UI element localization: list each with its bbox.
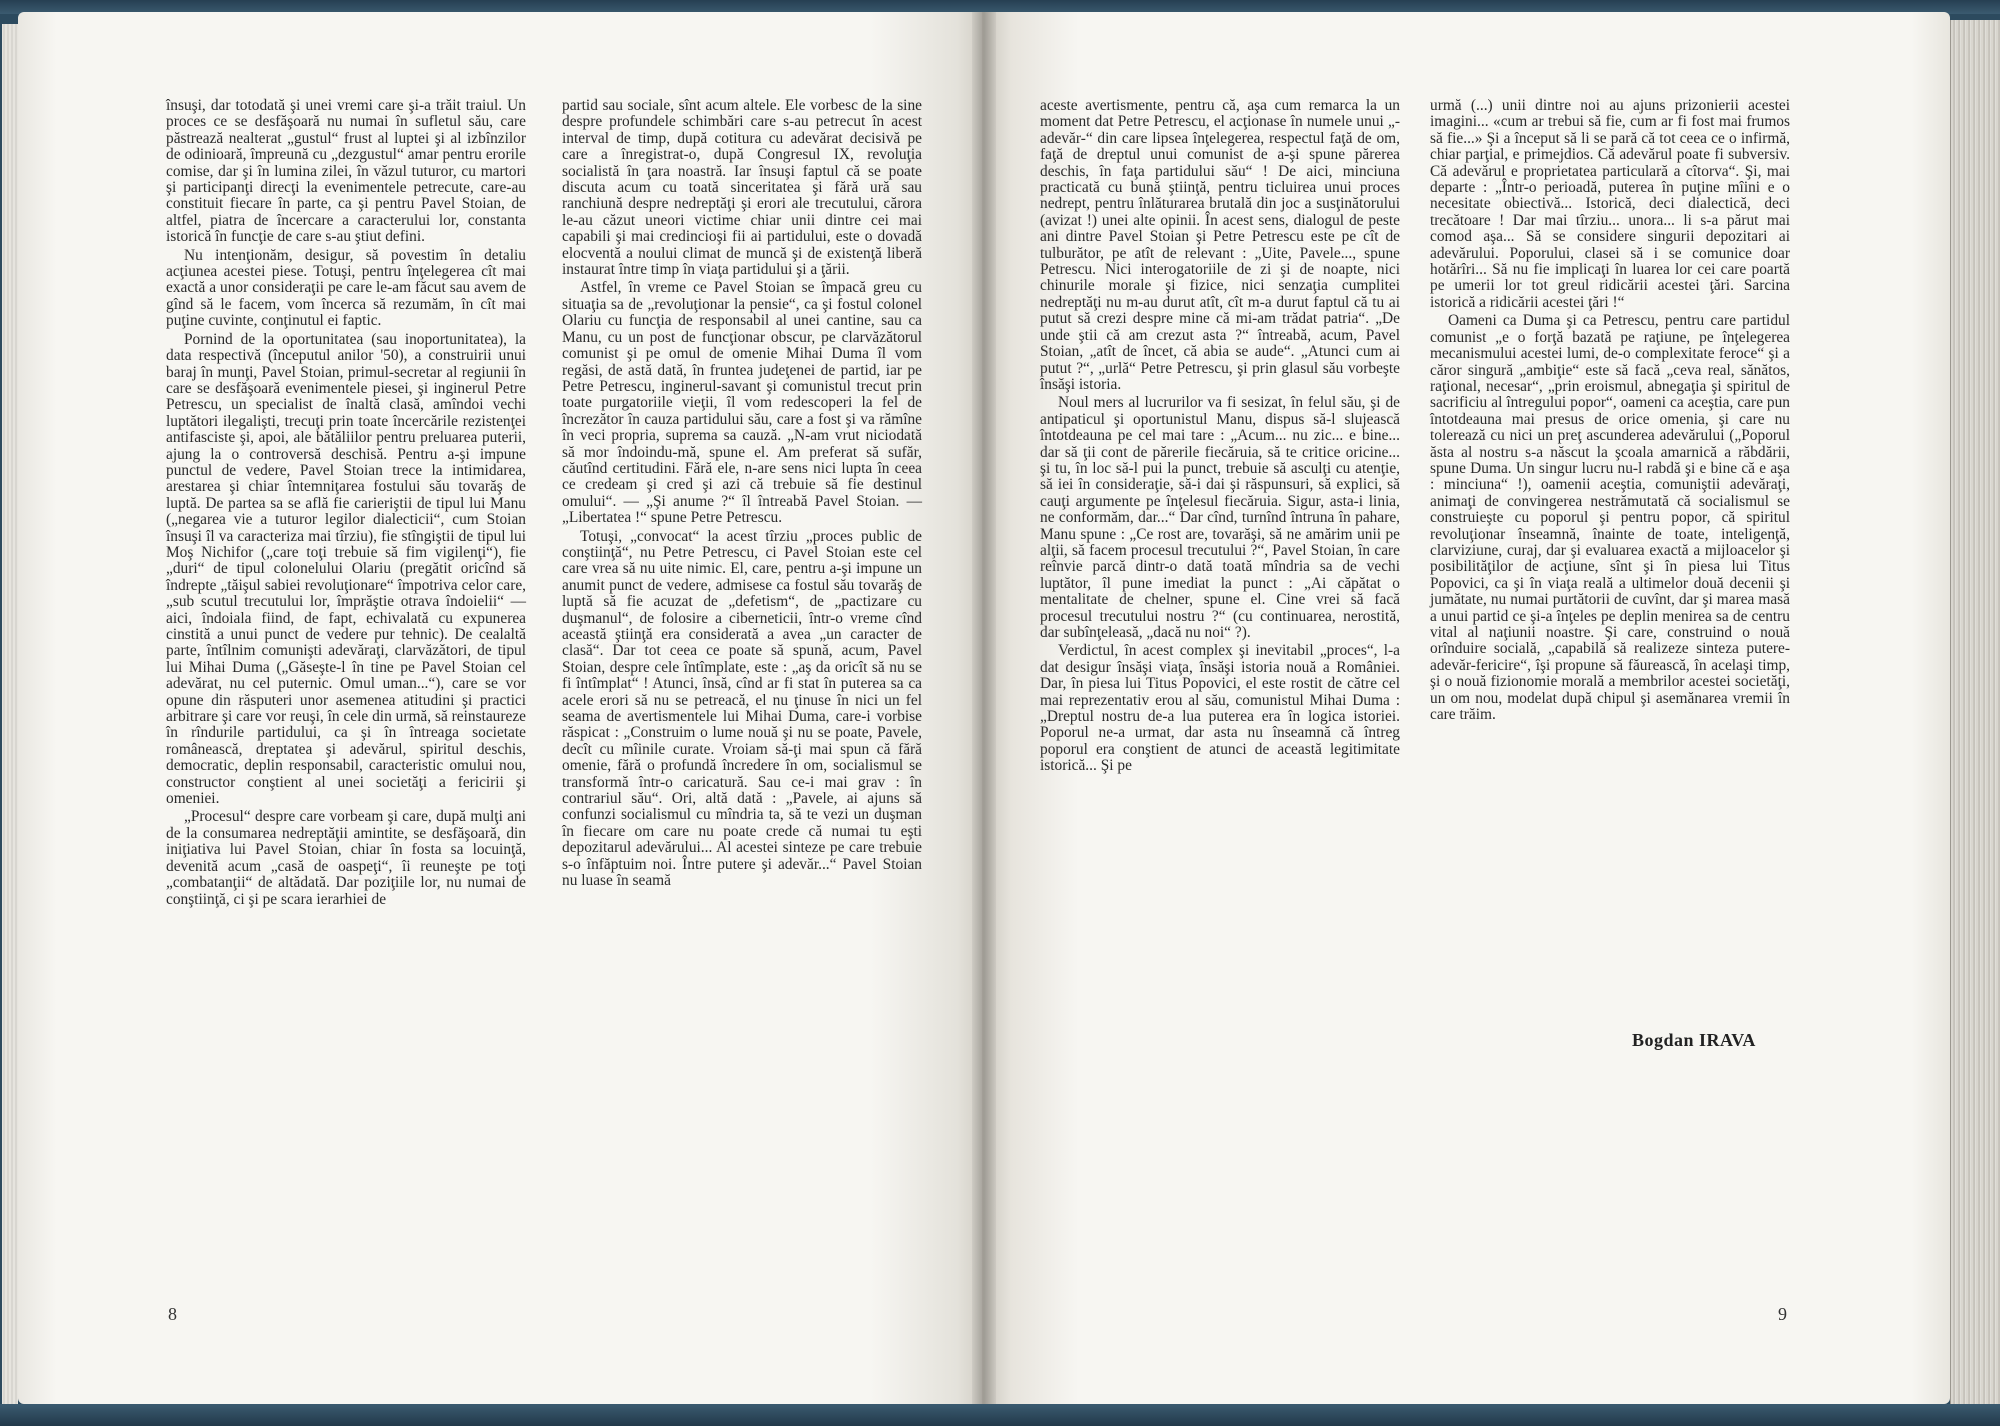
paragraph: Verdictul, în acest complex şi inevitabil „proces“, l-a dat desigur însăşi viaţa, însăşi istoria nouă a României. Dar, în piesa lui Titus Popovici, el este rostit de către cel mai reprezentativ erou al său, comunistul Mihai Duma : „Dreptul nostru de-a lua puterea era în logica istoriei. Poporul ne-a urmat, dar asta nu înseamnă că întreg poporul era conştient de atunci de această legitimitate istorică... Şi pe <box>1040 642 1400 775</box>
paragraph: partid sau sociale, sînt acum altele. Ele vorbesc de la sine despre profundele schimbări care s-au petrecut în acest interval de timp, după cotitura cu adevărat decisivă pe care a înregistrat-o, după Congresul IX, revoluţia socialistă în ţara noastră. Iar însuşi faptul că se poate discuta acum cu toată sinceritatea şi fără ură sau ranchiună despre nedreptăţi şi erori ale trecutului, cărora le-au căzut uneori victime chiar unii dintre cei mai capabili şi mai credincioşi fii ai partidului, este o dovadă elocventă a noului climat de muncă şi de existenţă liberă instaurat între timp în viaţa partidului şi a ţării. <box>562 97 922 279</box>
page-edges-left <box>2 24 18 1404</box>
book-gutter <box>972 12 996 1404</box>
page-edges-right <box>1950 20 2000 1404</box>
page-number-left: 8 <box>168 1304 177 1324</box>
paragraph: Totuşi, „convocat“ la acest tîrziu „proces public de conştiinţă“, nu Petre Petrescu, ci Pavel Stoian este cel care vrea să nu uite nimic. El, care, pentru a-şi impune un anumit punct de vedere, admisese ca fostul său tovarăş de luptă să fie acuzat de „defetism“, de „pactizare cu duşmanul“, de folosire a ciberneticii, într-o vreme cînd această ştiinţă era considerată a avea „un caracter de clasă“. Dar tot ceea ce poate să spună, acum, Pavel Stoian, despre cele întîmplate, este : „aş da oricît să nu se fi întîmplat“ ! Atunci, însă, cînd ar fi stat în puterea sa ca acele erori să nu se petreacă, el nu ţinuse în nici un fel seama de avertismentele lui Mihai Duma, care-i vorbise răspicat : „Construim o lume nouă şi nu se poate, Pavele, decît cu mîinile curate. Vroiam să-ţi mai spun că fără omenie, fără o profundă încredere în om, socialismul se transformă într-o caricatură. Sau ce-i mai grav : în contrariul său“. Ori, altă dată : „Pavele, ai ajuns să confunzi socialismul cu mîndria ta, să te vezi un duşman în fiecare om care nu poate crede că numai tu eşti depozitarul adevărului... Al acestei sinteze pe care trebuie s-o înfăptuim noi. Între putere şi adevăr...“ Pavel Stoian nu luase în seamă <box>562 527 922 890</box>
paragraph: „Procesul“ despre care vorbeam şi care, după mulţi ani de la consumarea nedreptăţii amintite, se desfăşoară, din iniţiativa lui Pavel Stoian, chiar în fosta sa locuinţă, devenită acum „casă de oaspeţi“, îi reuneşte pe toţi „combatanţii“ de altădată. Dar poziţiile lor, nu numai de conştiinţă, ci şi pe scara ierarhiei de <box>166 808 526 908</box>
paragraph: Astfel, în vreme ce Pavel Stoian se împacă greu cu situaţia sa de „revoluţionar la pensie“, ca şi fostul colonel Olariu cu funcţia de responsabil al unei cantine, sau ca Manu, cu un post de funcţionar obscur, pe clarvăzătorul comunist şi pe omul de omenie Mihai Duma îl vom regăsi, de astă dată, în fruntea judeţenei de partid, iar pe Petre Petrescu, inginerul-savant şi comunistul trecut prin toate purgatoriile vieţii, îl vom redescoperi la fel de încrezător în cauza partidului său, care a fost şi va rămîne în veci propria, suprema sa cauză. „N-am vrut niciodată să mor îndoindu-mă, spune el. Am preferat să sufăr, căutînd certitudini. Fără ele, n-are sens nici lupta în ceea ce credeam şi cred şi azi că trebuie să fie destinul omului“. — „Şi anume ?“ îl întreabă Pavel Stoian. — „Libertatea !“ spune Petre Petrescu. <box>562 279 922 527</box>
paragraph: Oameni ca Duma şi ca Petrescu, pentru care partidul comunist „e o forţă bazată pe raţiune, pe înţelegerea mecanismului acestei lumi, de-o complexitate feroce“ şi a căror singură „ambiţie“ este să facă „ceva real, sănătos, raţional, necesar“, „prin eroismul, abnegaţia şi spiritul de sacrificiu al întregului popor“, oameni ca aceştia, care pun întotdeauna mai presus de orice omenia, şi care nu tolerează cu nici un preţ ascunderea adevărului („Poporul ăsta al nostru s-a născut la şcoala amarnică a răbdării, spune Duma. Un singur lucru nu-l rabdă şi e bine că e aşa : minciuna“ !), oamenii aceştia, comuniştii adevăraţi, animaţi de convingerea nestrămutată că socialismul se construieşte cu poporul şi pentru popor, că spiritul revoluţionar înseamnă, înainte de toate, inteligenţă, clarviziune, curaj, dar şi evaluarea exactă a mijloacelor şi posibilităţilor de acţiune, sînt şi în piesa lui Titus Popovici, ca şi în viaţa reală a ultimelor două decenii şi jumătate, nu numai purtătorii de cuvînt, dar şi marea masă a unui partid ce şi-a înţeles pe deplin menirea sa de centru vital al naţiunii noastre. Şi care, construind o nouă orînduire socială, „capabilă să realizeze sinteza putere-adevăr-fericire“, îşi propune să făurească, în acelaşi timp, şi o nouă fizionomie morală a membrilor acestei societăţi, un om nou, modelat după chipul şi asemănarea vremii în care trăim. <box>1430 312 1790 724</box>
left-page <box>18 12 986 1404</box>
paragraph: Noul mers al lucrurilor va fi sesizat, în felul său, şi de antipaticul şi oportunistul Manu, dispus să-l slujească întotdeauna pe cel mai tare : „Acum... nu zic... e bine... dar să ţii cont de părerile fiecăruia, să te critice oricine... şi tu, în loc să-l pui la punct, trebuie să asculţi cu atenţie, să iei în consideraţie, să-i dai şi răspunsuri, să explici, să cauţi argumente pe înţelesul fiecăruia. Sigur, asta-i linia, ne conformăm, dar...“ Dar cînd, turnînd întruna în pahare, Manu spune : „Ce rost are, tovarăşi, să ne amărim unii pe alţii, să facem procesul trecutului ?“, Pavel Stoian, în care reînvie parcă dintr-o dată toată mîndria sa de vechi luptător, îl pune imediat la punct : „Ai căpătat o mentalitate de chelner, spune el. Cine vrei să facă procesul trecutului nostru ?“ (cu continuarea, nerostită, dar subînţeleasă, „dacă nu noi“ ?). <box>1040 394 1400 641</box>
paragraph: însuşi, dar totodată şi unei vremi care şi-a trăit traiul. Un proces ce se desfăşoară nu numai în sufletul său, care păstrează nealterat „gustul“ frust al luptei şi al izbînzilor de odinioară, împreună cu „dezgustul“ amar pentru erorile comise, dar şi în lumina zilei, în văzul tuturor, cu martori şi participanţi direcţi la evenimentele petrecute, care-au constituit fiecare în parte, ca şi pentru Pavel Stoian, de altfel, piatra de încercare a caracterului lor, constanta istorică în funcţie de care s-au ştiut defini. <box>166 97 526 246</box>
right-page <box>982 12 1950 1404</box>
paragraph: aceste avertismente, pentru că, aşa cum remarca la un moment dat Petre Petrescu, el acţionase în numele unui „-adevăr-“ din care lipsea înţelegerea, respectul faţă de om, faţă de dreptul unui comunist de a-şi spune părerea deschis, în faţa partidului său“ ! De aici, minciuna practicată cu bună ştiinţă, pentru ticluirea unui proces nedrept, pentru înlăturarea brutală din joc a susţinătorului (avizat !) unei alte opinii. În acest sens, dialogul de peste ani dintre Pavel Stoian şi Petre Petrescu este pe cît de tulburător, pe atît de relevant : „Uite, Pavele..., spune Petrescu. Nici interogatoriile de zi şi de noapte, nici chinurile morale şi fizice, nici senzaţia cumplitei nedreptăţi nu m-au durut atît, cît m-a durut faptul că tu ai putut să crezi despre mine că mi-am trădat patria“. „De unde ştii că am crezut asta ?“ întreabă, acum, Pavel Stoian, „atît de încet, că abia se aude“. „Atunci cum ai putut ?“, „urlă“ Petre Petrescu, şi prin glasul său vorbeşte însăşi istoria. <box>1040 97 1400 393</box>
paragraph: urmă (...) unii dintre noi au ajuns prizonierii acestei imagini... «cum ar trebui să fie, cum ar fi fost mai frumos să fie...» Şi a început să li se pară că tot ceea ce o infirmă, chiar parţial, e primejdios. Că adevărul poate fi subversiv. Că adevărul e proprietatea particulară a cîtorva“. Şi, mai departe : „Într-o perioadă, puterea în puţine mîini e o necesitate obiectivă... Istorică, deci dialectică, deci trecătoare ! Dar mai tîrziu... unora... li s-a părut mai comod aşa... Să se considere singurii depozitari ai adevărului. Poporului, clasei să i se comunice doar hotărîri... Să nu fie implicaţi în luarea lor cei care poartă pe umerii lor tot greul ridicării acestei ţări. Sarcina istorică a ridicării acestei ţări !“ <box>1430 97 1790 311</box>
page-number-right: 9 <box>1778 1304 1787 1324</box>
author-signature: Bogdan IRAVA <box>1632 1030 1756 1050</box>
paragraph: Nu intenţionăm, desigur, să povestim în detaliu acţiunea acestei piese. Totuşi, pentru înţelegerea cît mai exactă a unor consideraţii pe care le-am făcut sau avem de gînd să le facem, vom încerca să rezumăm, în cît mai puţine cuvinte, conţinutul ei faptic. <box>166 246 526 330</box>
book-binding-bottom <box>0 1404 2000 1426</box>
left-page-column-1 <box>166 98 526 908</box>
right-page-column-2 <box>1430 98 1790 723</box>
right-page-column-1 <box>1040 98 1400 775</box>
left-page-column-2 <box>562 98 922 890</box>
paragraph: Pornind de la oportunitatea (sau inoportunitatea), la data respectivă (începutul anilor '50), a construirii unui baraj în munţi, Pavel Stoian, primul-secretar al regiunii în care se desfăşoară evenimentele piesei, şi inginerul Petre Petrescu, un specialist de înaltă clasă, amîndoi vechi luptători ilegalişti, trecuţi prin toate încercările rezistenţei antifasciste şi, apoi, ale bătăliilor pentru preluarea puterii, ajung la o controversă deschisă. Pentru a-şi impune punctul de vedere, Pavel Stoian trece la intimidarea, arestarea şi chiar întemniţarea fostului său tovarăş de luptă. De partea sa se află fie carieriştii de tipul lui Manu („negarea vie a tuturor legilor dialecticii“, cum Stoian însuşi îl va caracteriza mai tîrziu), fie stîngiştii de tipul lui Moş Nichifor („care toţi trebuie să fim vigilenţi“), fie „duri“ de tipul colonelului Olariu (pregătit oricînd să îndrepte „tăişul sabiei revoluţionare“ împotriva celor care, „sub scutul trecutului lor, împrăştie otrava îndoielii“ — aici, îndoiala fiind, de fapt, echivalată cu expunerea cinstită a unui punct de vedere pur tehnic). De cealaltă parte, întîlnim comunişti adevăraţi, clarvăzători, de tipul lui Mihai Duma („Găseşte-l în tine pe Pavel Stoian cel adevărat, nu cel puternic. Omul uman...“), care se vor opune din răsputeri unor asemenea atitudini şi practici arbitrare şi care vor reuşi, în cele din urmă, să reinstaureze în rîndurile partidului, ca şi în întreaga societate românească, dreptatea şi adevărul, spiritul deschis, democratic, deplin responsabil, caracteristic omului nou, constructor conştient al unei societăţi a fericirii şi omeniei. <box>166 330 526 808</box>
